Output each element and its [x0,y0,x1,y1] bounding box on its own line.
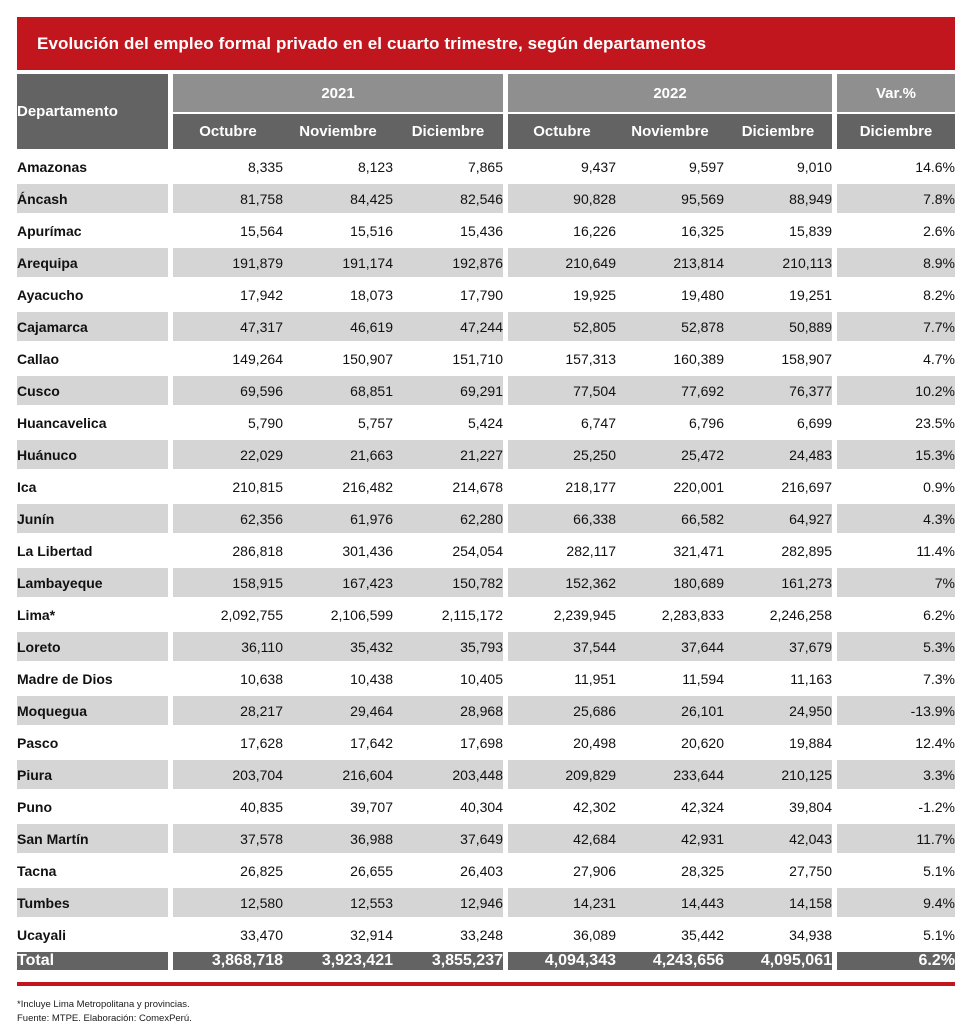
value-cell: 191,174 [283,247,393,279]
value-cell: 17,628 [173,727,283,759]
value-cell: 157,313 [508,343,616,375]
var-cell: 3.3% [837,759,955,791]
dept-cell: Ayacucho [17,279,168,311]
value-cell: 2,115,172 [393,599,503,631]
dept-cell: Moquegua [17,695,168,727]
value-cell: 10,438 [283,663,393,695]
value-cell: 22,029 [173,439,283,471]
value-cell: 12,580 [173,887,283,919]
table-body [17,151,955,951]
value-cell: 28,217 [173,695,283,727]
table-row [17,503,955,535]
value-cell: 39,707 [283,791,393,823]
table-row [17,407,955,439]
var-cell: 5.3% [837,631,955,663]
table-row [17,151,955,183]
value-cell: 29,464 [283,695,393,727]
column-header-2021-noviembre: Noviembre [283,113,393,151]
value-cell: 81,758 [173,183,283,215]
value-cell: 210,113 [724,247,832,279]
value-cell: 17,698 [393,727,503,759]
value-cell: 2,283,833 [616,599,724,631]
value-cell: 35,442 [616,919,724,951]
value-cell: 15,564 [173,215,283,247]
var-cell: 7.3% [837,663,955,695]
value-cell: 151,710 [393,343,503,375]
value-cell: 11,951 [508,663,616,695]
value-cell: 82,546 [393,183,503,215]
dept-cell: La Libertad [17,535,168,567]
value-cell: 69,291 [393,375,503,407]
value-cell: 192,876 [393,247,503,279]
table-row [17,887,955,919]
dept-cell: Junín [17,503,168,535]
value-cell: 11,594 [616,663,724,695]
value-cell: 28,325 [616,855,724,887]
var-cell: 12.4% [837,727,955,759]
value-cell: 26,101 [616,695,724,727]
value-cell: 2,246,258 [724,599,832,631]
dept-cell: Piura [17,759,168,791]
table-row [17,663,955,695]
value-cell: 12,553 [283,887,393,919]
value-cell: 46,619 [283,311,393,343]
var-cell: 0.9% [837,471,955,503]
value-cell: 220,001 [616,471,724,503]
value-cell: 210,815 [173,471,283,503]
value-cell: 9,597 [616,151,724,183]
value-cell: 216,697 [724,471,832,503]
table-row [17,727,955,759]
value-cell: 210,125 [724,759,832,791]
table-footer [17,951,955,971]
table-row [17,471,955,503]
value-cell: 39,804 [724,791,832,823]
dept-cell: Cajamarca [17,311,168,343]
value-cell: 33,470 [173,919,283,951]
value-cell: 40,304 [393,791,503,823]
value-cell: 68,851 [283,375,393,407]
var-cell: 8.2% [837,279,955,311]
var-cell: 4.7% [837,343,955,375]
table-row [17,215,955,247]
column-header-departamento: Departamento [17,74,168,151]
table-row [17,311,955,343]
value-cell: 77,692 [616,375,724,407]
value-cell: 8,335 [173,151,283,183]
value-cell: 2,239,945 [508,599,616,631]
value-cell: 17,790 [393,279,503,311]
value-cell: 167,423 [283,567,393,599]
dept-cell: Lambayeque [17,567,168,599]
value-cell: 42,931 [616,823,724,855]
table-row [17,631,955,663]
value-cell: 20,498 [508,727,616,759]
value-cell: 254,054 [393,535,503,567]
value-cell: 19,925 [508,279,616,311]
value-cell: 37,679 [724,631,832,663]
dept-cell: Cusco [17,375,168,407]
total-value-cell: 4,095,061 [724,951,832,971]
value-cell: 26,655 [283,855,393,887]
value-cell: 216,482 [283,471,393,503]
value-cell: 52,805 [508,311,616,343]
value-cell: 18,073 [283,279,393,311]
value-cell: 10,405 [393,663,503,695]
column-header-2022-noviembre: Noviembre [616,113,724,151]
table-row [17,823,955,855]
dept-cell: Puno [17,791,168,823]
value-cell: 28,968 [393,695,503,727]
footnotes [17,998,955,1027]
var-cell: 14.6% [837,151,955,183]
table-row [17,535,955,567]
var-cell: 11.4% [837,535,955,567]
value-cell: 7,865 [393,151,503,183]
value-cell: 158,907 [724,343,832,375]
table-row [17,855,955,887]
dept-cell: Amazonas [17,151,168,183]
value-cell: 158,915 [173,567,283,599]
var-cell: 7.7% [837,311,955,343]
value-cell: 24,483 [724,439,832,471]
value-cell: 26,403 [393,855,503,887]
value-cell: 19,251 [724,279,832,311]
value-cell: 40,835 [173,791,283,823]
value-cell: 16,226 [508,215,616,247]
var-cell: 8.9% [837,247,955,279]
dept-cell: Huancavelica [17,407,168,439]
dept-cell: Pasco [17,727,168,759]
value-cell: 42,324 [616,791,724,823]
dept-cell: Callao [17,343,168,375]
var-cell: -1.2% [837,791,955,823]
column-group-2021: 2021 [173,74,503,113]
value-cell: 16,325 [616,215,724,247]
value-cell: 180,689 [616,567,724,599]
var-cell: -13.9% [837,695,955,727]
value-cell: 214,678 [393,471,503,503]
value-cell: 21,663 [283,439,393,471]
total-value-cell: 3,923,421 [283,951,393,971]
table-row [17,695,955,727]
table-row [17,279,955,311]
value-cell: 14,231 [508,887,616,919]
value-cell: 19,480 [616,279,724,311]
total-value-cell: 4,094,343 [508,951,616,971]
value-cell: 35,432 [283,631,393,663]
total-value-cell: 3,855,237 [393,951,503,971]
value-cell: 14,158 [724,887,832,919]
value-cell: 6,796 [616,407,724,439]
value-cell: 282,895 [724,535,832,567]
value-cell: 17,942 [173,279,283,311]
value-cell: 36,110 [173,631,283,663]
dept-cell: Tacna [17,855,168,887]
dept-cell: San Martín [17,823,168,855]
value-cell: 152,362 [508,567,616,599]
value-cell: 62,280 [393,503,503,535]
footnote-lima: *Incluye Lima Metropolitana y provincias. [17,999,190,1010]
value-cell: 21,227 [393,439,503,471]
var-cell: 6.2% [837,599,955,631]
dept-cell: Madre de Dios [17,663,168,695]
value-cell: 52,878 [616,311,724,343]
value-cell: 26,825 [173,855,283,887]
value-cell: 42,302 [508,791,616,823]
table-row [17,759,955,791]
value-cell: 35,793 [393,631,503,663]
dept-cell: Áncash [17,183,168,215]
value-cell: 12,946 [393,887,503,919]
value-cell: 33,248 [393,919,503,951]
value-cell: 84,425 [283,183,393,215]
value-cell: 9,010 [724,151,832,183]
dept-cell: Ucayali [17,919,168,951]
value-cell: 37,649 [393,823,503,855]
title-bar [17,17,955,70]
dept-cell: Tumbes [17,887,168,919]
value-cell: 11,163 [724,663,832,695]
value-cell: 19,884 [724,727,832,759]
value-cell: 27,906 [508,855,616,887]
value-cell: 6,747 [508,407,616,439]
value-cell: 34,938 [724,919,832,951]
dept-cell: Lima* [17,599,168,631]
var-cell: 10.2% [837,375,955,407]
value-cell: 203,704 [173,759,283,791]
table-row [17,343,955,375]
column-header-2021-octubre: Octubre [173,113,283,151]
value-cell: 213,814 [616,247,724,279]
table-header [17,74,955,151]
value-cell: 15,516 [283,215,393,247]
var-cell: 7% [837,567,955,599]
footnote-source: Fuente: MTPE. Elaboración: ComexPerú. [17,1013,192,1025]
employment-table [17,74,955,970]
report-title: Evolución del empleo formal privado en el cuarto trimestre, según departamentos [37,33,707,53]
dept-cell: Ica [17,471,168,503]
dept-cell: Arequipa [17,247,168,279]
value-cell: 150,907 [283,343,393,375]
value-cell: 5,790 [173,407,283,439]
value-cell: 47,317 [173,311,283,343]
dept-cell: Loreto [17,631,168,663]
value-cell: 191,879 [173,247,283,279]
table-row [17,919,955,951]
value-cell: 203,448 [393,759,503,791]
value-cell: 32,914 [283,919,393,951]
value-cell: 47,244 [393,311,503,343]
var-cell: 9.4% [837,887,955,919]
value-cell: 36,988 [283,823,393,855]
value-cell: 90,828 [508,183,616,215]
var-cell: 11.7% [837,823,955,855]
value-cell: 37,644 [616,631,724,663]
total-value-cell: 3,868,718 [173,951,283,971]
value-cell: 66,338 [508,503,616,535]
var-cell: 15.3% [837,439,955,471]
column-group-2022: 2022 [508,74,832,113]
dept-cell: Huánuco [17,439,168,471]
value-cell: 25,250 [508,439,616,471]
var-cell: 7.8% [837,183,955,215]
var-cell: 2.6% [837,215,955,247]
total-value-cell: 4,243,656 [616,951,724,971]
table-row [17,247,955,279]
value-cell: 150,782 [393,567,503,599]
value-cell: 209,829 [508,759,616,791]
value-cell: 8,123 [283,151,393,183]
value-cell: 77,504 [508,375,616,407]
value-cell: 69,596 [173,375,283,407]
dept-cell: Apurímac [17,215,168,247]
value-cell: 42,043 [724,823,832,855]
var-cell: 23.5% [837,407,955,439]
column-header-var-diciembre: Diciembre [837,113,955,151]
total-label: Total [17,951,168,971]
var-cell: 5.1% [837,855,955,887]
column-header-2022-octubre: Octubre [508,113,616,151]
value-cell: 161,273 [724,567,832,599]
value-cell: 64,927 [724,503,832,535]
var-cell: 4.3% [837,503,955,535]
value-cell: 5,424 [393,407,503,439]
value-cell: 25,472 [616,439,724,471]
value-cell: 282,117 [508,535,616,567]
total-var-cell: 6.2% [837,951,955,971]
table-row [17,791,955,823]
value-cell: 14,443 [616,887,724,919]
value-cell: 15,436 [393,215,503,247]
bottom-divider [17,982,955,986]
value-cell: 61,976 [283,503,393,535]
value-cell: 95,569 [616,183,724,215]
table-row [17,567,955,599]
value-cell: 218,177 [508,471,616,503]
value-cell: 233,644 [616,759,724,791]
value-cell: 9,437 [508,151,616,183]
table-row [17,375,955,407]
value-cell: 2,092,755 [173,599,283,631]
value-cell: 37,578 [173,823,283,855]
column-header-2021-diciembre: Diciembre [393,113,503,151]
value-cell: 149,264 [173,343,283,375]
total-row [17,951,955,971]
value-cell: 24,950 [724,695,832,727]
value-cell: 301,436 [283,535,393,567]
value-cell: 66,582 [616,503,724,535]
value-cell: 5,757 [283,407,393,439]
value-cell: 160,389 [616,343,724,375]
value-cell: 10,638 [173,663,283,695]
table-row [17,599,955,631]
value-cell: 50,889 [724,311,832,343]
value-cell: 37,544 [508,631,616,663]
value-cell: 2,106,599 [283,599,393,631]
value-cell: 36,089 [508,919,616,951]
value-cell: 210,649 [508,247,616,279]
value-cell: 216,604 [283,759,393,791]
table-row [17,183,955,215]
value-cell: 42,684 [508,823,616,855]
value-cell: 62,356 [173,503,283,535]
column-header-var: Var.% [837,74,955,113]
table-row [17,439,955,471]
value-cell: 17,642 [283,727,393,759]
header-row-years [17,74,955,113]
value-cell: 25,686 [508,695,616,727]
column-header-2022-diciembre: Diciembre [724,113,832,151]
var-cell: 5.1% [837,919,955,951]
value-cell: 20,620 [616,727,724,759]
value-cell: 321,471 [616,535,724,567]
value-cell: 6,699 [724,407,832,439]
value-cell: 88,949 [724,183,832,215]
value-cell: 286,818 [173,535,283,567]
value-cell: 76,377 [724,375,832,407]
value-cell: 27,750 [724,855,832,887]
value-cell: 15,839 [724,215,832,247]
